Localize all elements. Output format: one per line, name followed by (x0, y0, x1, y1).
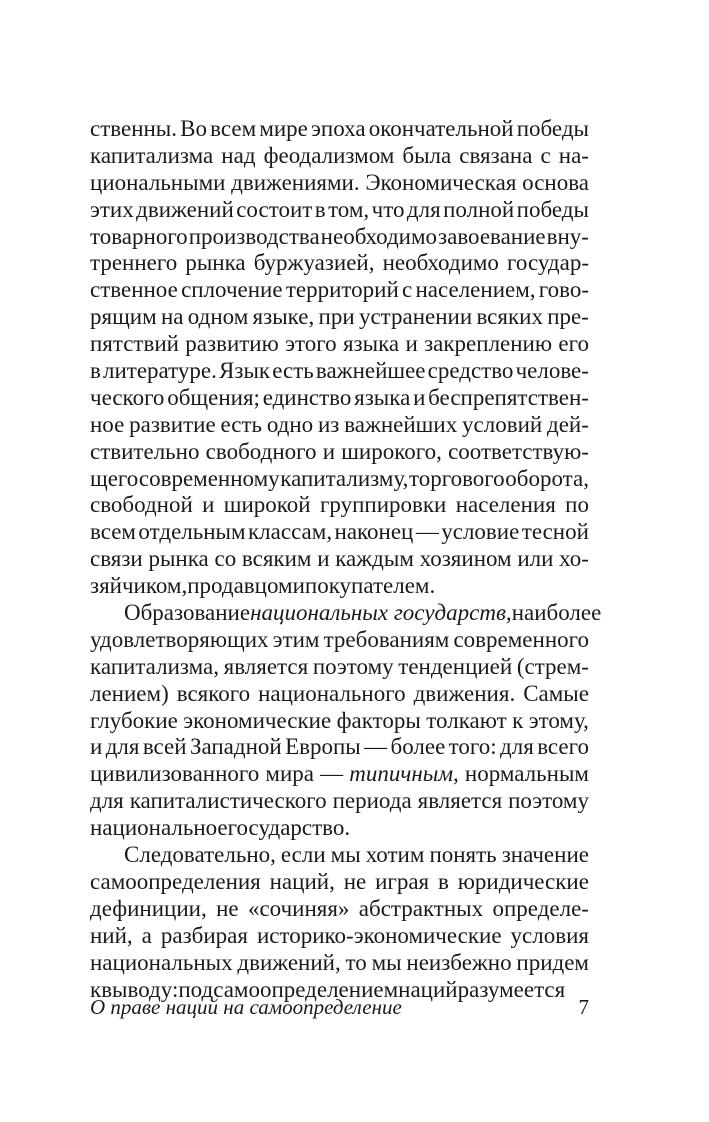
word: со (214, 546, 237, 572)
page-number: 7 (578, 995, 589, 1019)
word: Самые (523, 680, 589, 706)
word: рынка (148, 546, 209, 572)
word: неизбежно (406, 949, 512, 975)
word: — (320, 761, 344, 787)
word: национальных государств, (250, 600, 512, 626)
word: свободного (205, 438, 317, 464)
word: нормальным (464, 761, 589, 787)
text-line (90, 143, 589, 170)
word: на (160, 304, 184, 330)
word: в (314, 196, 326, 222)
word: одно (266, 411, 314, 437)
word: Следовательно, (124, 842, 276, 868)
word: в (437, 868, 449, 894)
text-line (90, 627, 589, 654)
word: хотим (365, 842, 425, 868)
word: а (141, 922, 152, 948)
word: и (322, 438, 336, 464)
word: есть (220, 411, 262, 437)
word: Во (180, 116, 208, 141)
word: лением) (90, 680, 169, 706)
paragraph (90, 116, 589, 600)
word: торгового (408, 465, 505, 491)
text-line (90, 896, 589, 923)
word: самоопределения (90, 868, 261, 894)
word: того: (448, 734, 497, 760)
word: играя (375, 868, 430, 894)
word: и (317, 546, 330, 572)
word: современного (453, 626, 589, 652)
word: периода (332, 788, 412, 814)
word: государ- (507, 250, 589, 276)
word: необходимо (320, 223, 438, 249)
text-line (90, 681, 589, 708)
word: наиболее (511, 600, 602, 626)
word: челове- (515, 358, 589, 384)
word: этим (272, 626, 320, 652)
word: Европы (285, 734, 361, 760)
word: гово- (538, 277, 589, 303)
text-line (90, 277, 589, 304)
word: свободной (90, 492, 193, 518)
body-text (90, 116, 602, 1003)
word: средство (427, 358, 514, 384)
text-line (90, 600, 602, 627)
word: движениями. (231, 169, 360, 195)
text-line (90, 492, 589, 519)
word: феодализмом (263, 142, 395, 168)
word: Западной (189, 734, 282, 760)
word: ное (90, 411, 125, 437)
word: треннего (90, 250, 178, 276)
word: оборота, (505, 465, 589, 491)
word: Экономическая (365, 169, 517, 195)
text-line (90, 358, 589, 385)
word: с (402, 277, 413, 303)
word: при (318, 304, 355, 330)
word: победы (516, 196, 589, 222)
word: определе- (492, 895, 589, 921)
word: мы (330, 842, 361, 868)
word: поэтому (312, 653, 394, 679)
word: важнейших (344, 411, 458, 437)
word: ний, (90, 922, 133, 948)
word: самоопределением (213, 976, 399, 1002)
word: рынка (185, 250, 246, 276)
word: продавцом (187, 573, 293, 599)
word: капитализма (90, 142, 214, 168)
word: зяйчиком, (90, 573, 188, 599)
word: языка (354, 384, 411, 410)
word: всяких (476, 304, 543, 330)
word: и (90, 734, 103, 760)
text-line (90, 304, 589, 331)
word: из (317, 411, 340, 437)
word: является (223, 653, 309, 679)
word: и (413, 384, 426, 410)
word: ческого (90, 384, 165, 410)
word: ствительно (90, 438, 200, 464)
word: важнейшее (315, 358, 426, 384)
word: завоевание (438, 223, 546, 249)
word: развитие (129, 411, 216, 437)
word: капиталистического (129, 788, 327, 814)
word: классам, (248, 519, 333, 545)
word: буржуазией, (253, 250, 375, 276)
word: с (540, 142, 551, 168)
word: разумеется (457, 976, 566, 1002)
word: к (512, 707, 524, 733)
word: поэтому (508, 788, 589, 814)
text-line (90, 761, 589, 788)
word: по (565, 492, 589, 518)
word: выводу: (101, 976, 179, 1002)
word: современному (138, 465, 280, 491)
word: ственны. (90, 116, 178, 141)
word: Образование (124, 600, 251, 626)
text-line (90, 170, 589, 197)
word: том, (328, 196, 370, 222)
word: этому, (528, 707, 589, 733)
word: необходимо (382, 250, 499, 276)
text-line (90, 788, 589, 815)
word: окончательной (368, 116, 514, 141)
word: то (345, 949, 367, 975)
text-line (90, 734, 589, 761)
word: для (90, 788, 124, 814)
text-line (90, 815, 589, 842)
word: беспрепятствен- (428, 384, 589, 410)
word: хозяином (419, 546, 512, 572)
text-line (90, 573, 589, 600)
text-line (90, 466, 589, 493)
word: что (371, 196, 405, 222)
word: хо- (559, 546, 589, 572)
word: группировки (319, 492, 447, 518)
word: этих (90, 196, 134, 222)
word: требованиям (323, 626, 450, 652)
word: условия (510, 922, 589, 948)
word: к (90, 976, 102, 1002)
word: единство (262, 384, 352, 410)
word: отдельным (138, 519, 246, 545)
word: всей (142, 734, 187, 760)
text-line (90, 654, 589, 681)
text-line (90, 385, 589, 412)
word: — (364, 734, 388, 760)
word: языке, (252, 304, 315, 330)
word: или (517, 546, 554, 572)
word: дей- (547, 411, 589, 437)
word: на- (558, 142, 589, 168)
word: не (343, 868, 367, 894)
word: значение (501, 842, 589, 868)
text-line (90, 197, 589, 224)
word: тесной (521, 519, 589, 545)
word: связи (90, 546, 143, 572)
word: одном (187, 304, 249, 330)
word: национальное (90, 815, 228, 841)
word: национальных (90, 949, 233, 975)
word: была (402, 142, 452, 168)
text-line (90, 950, 589, 977)
word: типичным, (349, 761, 459, 787)
word: наций (398, 976, 458, 1002)
word: движения. (413, 680, 516, 706)
word: этого (285, 331, 337, 357)
word: является (417, 788, 503, 814)
text-line (90, 412, 589, 439)
word: условий (462, 411, 543, 437)
word: всем (90, 519, 136, 545)
word: и (292, 573, 305, 599)
running-title: О праве наций на самоопределение (90, 995, 402, 1019)
word: вну- (546, 223, 589, 249)
word: широкого, (341, 438, 442, 464)
text-line (90, 869, 589, 896)
word: удовлетворяющих (90, 626, 269, 652)
word: всяким (241, 546, 312, 572)
word: устранении (358, 304, 473, 330)
word: цивилизованного (90, 761, 260, 787)
word: всякого (176, 680, 251, 706)
word: основа (522, 169, 589, 195)
word: для (500, 734, 534, 760)
word: широкой (223, 492, 311, 518)
word: под (178, 976, 214, 1002)
word: государство. (227, 815, 351, 841)
paragraph (90, 842, 589, 1003)
word: мы (371, 949, 402, 975)
word: рящим (90, 304, 157, 330)
text-line (90, 224, 589, 251)
word: национального (258, 680, 406, 706)
word: «сочиняя» (247, 895, 350, 921)
word: эпоха (311, 116, 366, 141)
word: соответствую- (448, 438, 589, 464)
word: если (280, 842, 326, 868)
word: абстрактных (358, 895, 484, 921)
word: литературе. (103, 358, 217, 384)
word: понять (429, 842, 497, 868)
word: в (90, 358, 101, 384)
text-line (90, 923, 589, 950)
word: разбирая (160, 922, 248, 948)
word: капитализму, (280, 465, 409, 491)
word: состоит (236, 196, 313, 222)
text-line (90, 250, 589, 277)
word: условие (441, 519, 520, 545)
word: полной (443, 196, 515, 222)
word: общения; (167, 384, 260, 410)
word: экономические (183, 707, 332, 733)
word: пре- (547, 304, 589, 330)
word: движений (136, 196, 234, 222)
text-line (90, 331, 589, 358)
word: не (216, 895, 239, 921)
word: пятствий (90, 331, 179, 357)
word: более (390, 734, 446, 760)
word: щего (90, 465, 139, 491)
word: толкают (426, 707, 507, 733)
word: юридические (457, 868, 589, 894)
text-line (90, 842, 589, 869)
word: населением, (415, 277, 536, 303)
word: капитализма, (90, 653, 219, 679)
word: территорий (285, 277, 399, 303)
paragraph (90, 600, 602, 842)
word: Язык (219, 358, 271, 384)
word: и (405, 331, 418, 357)
word: его (558, 331, 589, 357)
word: мира (265, 761, 314, 787)
word: есть (272, 358, 314, 384)
word: закреплению (424, 331, 553, 357)
word: тенденцией (398, 653, 513, 679)
word: придем (516, 949, 589, 975)
word: для (105, 734, 140, 760)
word: наций, (269, 868, 335, 894)
word: населения (455, 492, 556, 518)
word: движений, (237, 949, 341, 975)
word: языка (342, 331, 400, 357)
word: мире (259, 116, 308, 141)
word: всего (537, 734, 589, 760)
text-line (90, 708, 589, 735)
word: факторы (336, 707, 421, 733)
word: над (221, 142, 256, 168)
word: циональными (90, 169, 226, 195)
word: ственное (90, 277, 178, 303)
word: глубокие (90, 707, 178, 733)
text-line (90, 116, 589, 143)
word: развитию (185, 331, 279, 357)
text-line (90, 546, 589, 573)
word: наконец (334, 519, 414, 545)
word: для (406, 196, 441, 222)
word: каждым (335, 546, 414, 572)
word: (стрем- (516, 653, 589, 679)
word: покупателем. (304, 573, 436, 599)
text-line (90, 439, 589, 466)
word: и (202, 492, 215, 518)
word: дефиниции, (90, 895, 207, 921)
word: всем (210, 116, 257, 141)
word: товарного (90, 223, 188, 249)
text-line (90, 519, 589, 546)
word: победы (516, 116, 589, 141)
word: сплочение (181, 277, 283, 303)
word: связана (459, 142, 533, 168)
word: историко-экономические (256, 922, 502, 948)
word: производства (188, 223, 320, 249)
page-footer (90, 995, 589, 1023)
word: — (415, 519, 439, 545)
